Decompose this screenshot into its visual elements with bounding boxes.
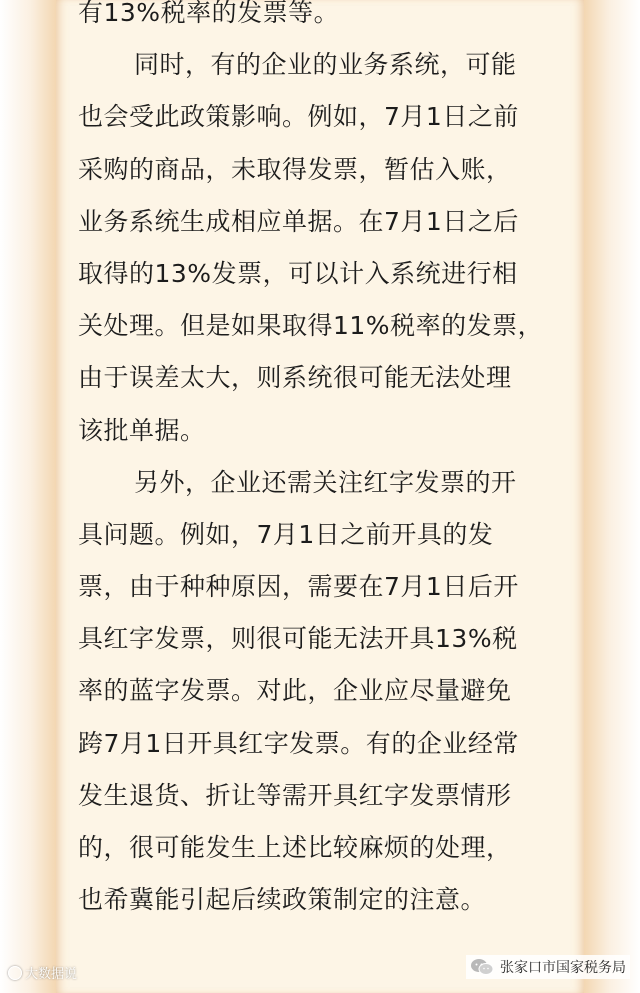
article-body — [78, 0, 570, 926]
text-line: 该批单据。 — [78, 415, 206, 445]
text-line: 的，很可能发生上述比较麻烦的处理， — [78, 833, 512, 862]
text-line: 有13%税率的发票等。 — [78, 0, 340, 27]
text-line: 取得的13%发票，可以计入系统进行相 — [78, 258, 518, 288]
text-line: 采购的商品，未取得发票，暂估入账， — [78, 154, 512, 184]
text-line: 跨7月1日开具红字发票。有的企业经常 — [78, 728, 519, 758]
text-line: 率的蓝字发票。对此，企业应尽量避免 — [78, 676, 512, 706]
watermark-right — [466, 955, 630, 979]
paragraph-0 — [78, 0, 570, 39]
watermark-logo-icon — [8, 966, 22, 980]
text-line: 具红字发票，则很可能无法开具13%税 — [78, 624, 518, 654]
text-line: 业务系统生成相应单据。在7月1日之后 — [78, 206, 519, 236]
left-border — [0, 0, 56, 993]
text-line: 发生退货、折让等需开具红字发票情形 — [78, 780, 512, 810]
text-line: 另外，企业还需关注红字发票的开 — [134, 467, 517, 497]
watermark-right-text: 张家口市国家税务局 — [500, 960, 626, 976]
wechat-icon — [470, 958, 494, 976]
text-line: 也会受此政策影响。例如，7月1日之前 — [78, 102, 519, 132]
paragraph-2 — [78, 457, 570, 927]
watermark-left-text: 大数据说 — [25, 967, 78, 982]
text-line: 关处理。但是如果取得11%税率的发票， — [78, 311, 544, 341]
watermark-left — [8, 963, 77, 982]
text-line: 同时，有的企业的业务系统，可能 — [134, 50, 517, 80]
text-line: 具问题。例如，7月1日之前开具的发 — [78, 519, 494, 549]
text-line: 也希冀能引起后续政策制定的注意。 — [78, 885, 487, 915]
right-border — [584, 0, 640, 993]
text-line: 由于误差太大，则系统很可能无法处理 — [78, 363, 512, 393]
paragraph-1 — [78, 39, 570, 457]
text-line: 票，由于种种原因，需要在7月1日后开 — [78, 572, 519, 602]
